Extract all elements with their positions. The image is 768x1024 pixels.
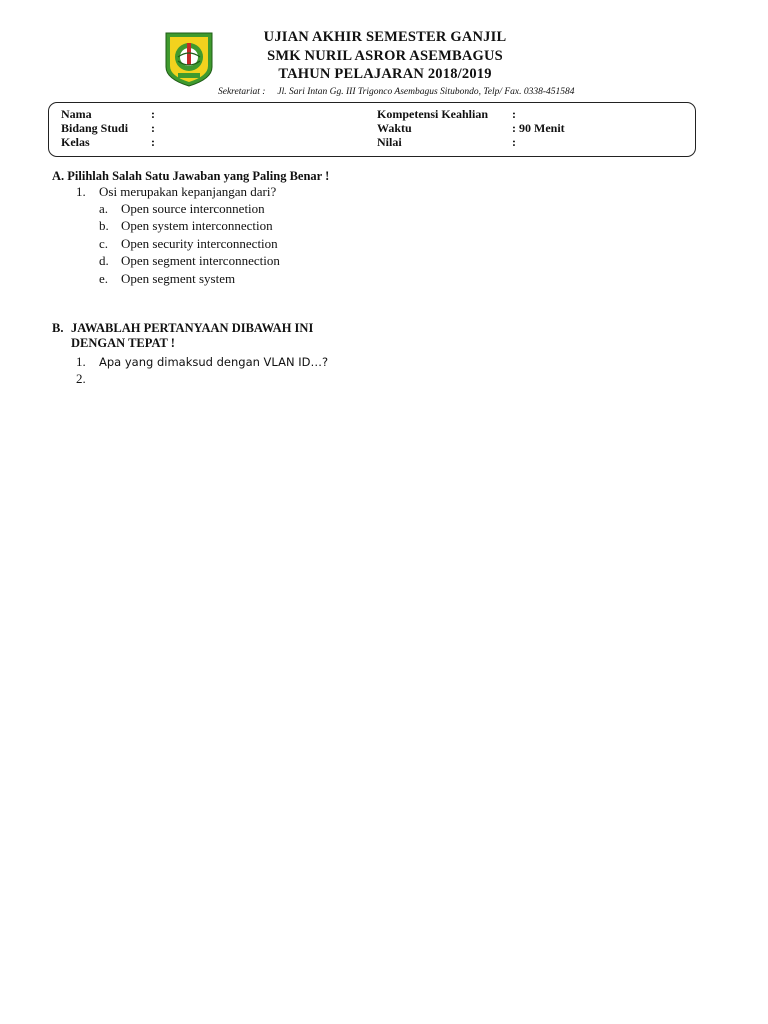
student-identity-box — [48, 102, 696, 157]
address-label: Sekretariat : — [218, 87, 266, 97]
option-a[interactable]: Open source interconnetion — [121, 201, 265, 216]
essay-number-1: 1. — [76, 354, 86, 369]
option-letter-b: b. — [99, 218, 109, 233]
section-a-heading: A. Pilihlah Salah Satu Jawaban yang Paling Benar ! — [52, 169, 330, 183]
kompetensi-label: Kompetensi Keahlian — [377, 107, 489, 121]
option-letter-c: c. — [99, 236, 109, 251]
section-b-letter: B. — [52, 321, 64, 335]
essay-number-2: 2. — [76, 371, 86, 386]
option-letter-d: d. — [99, 253, 109, 268]
kompetensi-colon: : — [512, 107, 516, 121]
option-letter-a: a. — [99, 201, 109, 216]
question-number: 1. — [76, 184, 86, 199]
option-d[interactable]: Open segment interconnection — [121, 253, 280, 268]
nama-label: Nama — [61, 107, 92, 121]
nama-colon: : — [151, 107, 155, 121]
bidang-studi-label: Bidang Studi — [61, 121, 129, 135]
option-c[interactable]: Open security interconnection — [121, 236, 278, 251]
option-e[interactable]: Open segment system — [121, 271, 236, 286]
exam-title: UJIAN AKHIR SEMESTER GANJIL — [263, 29, 507, 45]
school-name: SMK NURIL ASROR ASEMBAGUS — [267, 48, 503, 64]
option-b[interactable]: Open system interconnection — [121, 218, 273, 233]
section-b-heading-line1: JAWABLAH PERTANYAAN DIBAWAH INI — [71, 321, 314, 335]
option-letter-e: e. — [99, 271, 109, 286]
school-logo — [164, 31, 214, 87]
section-b-heading-line2: DENGAN TEPAT ! — [71, 336, 175, 350]
address-text: Jl. Sari Intan Gg. III Trigonco Asembagus Situbondo, Telp/ Fax. 0338-451584 — [277, 87, 575, 97]
kelas-colon: : — [151, 135, 155, 149]
nilai-label: Nilai — [377, 135, 402, 149]
nilai-colon: : — [512, 135, 516, 149]
academic-year: TAHUN PELAJARAN 2018/2019 — [278, 66, 492, 82]
school-address — [218, 87, 638, 97]
essay-question-1: Apa yang dimaksud dengan VLAN ID…? — [99, 355, 329, 369]
kelas-label: Kelas — [61, 135, 90, 149]
bidang-studi-colon: : — [151, 121, 155, 135]
question-text: Osi merupakan kepanjangan dari? — [99, 184, 277, 199]
waktu-value: : 90 Menit — [512, 121, 565, 135]
waktu-label: Waktu — [377, 121, 412, 135]
